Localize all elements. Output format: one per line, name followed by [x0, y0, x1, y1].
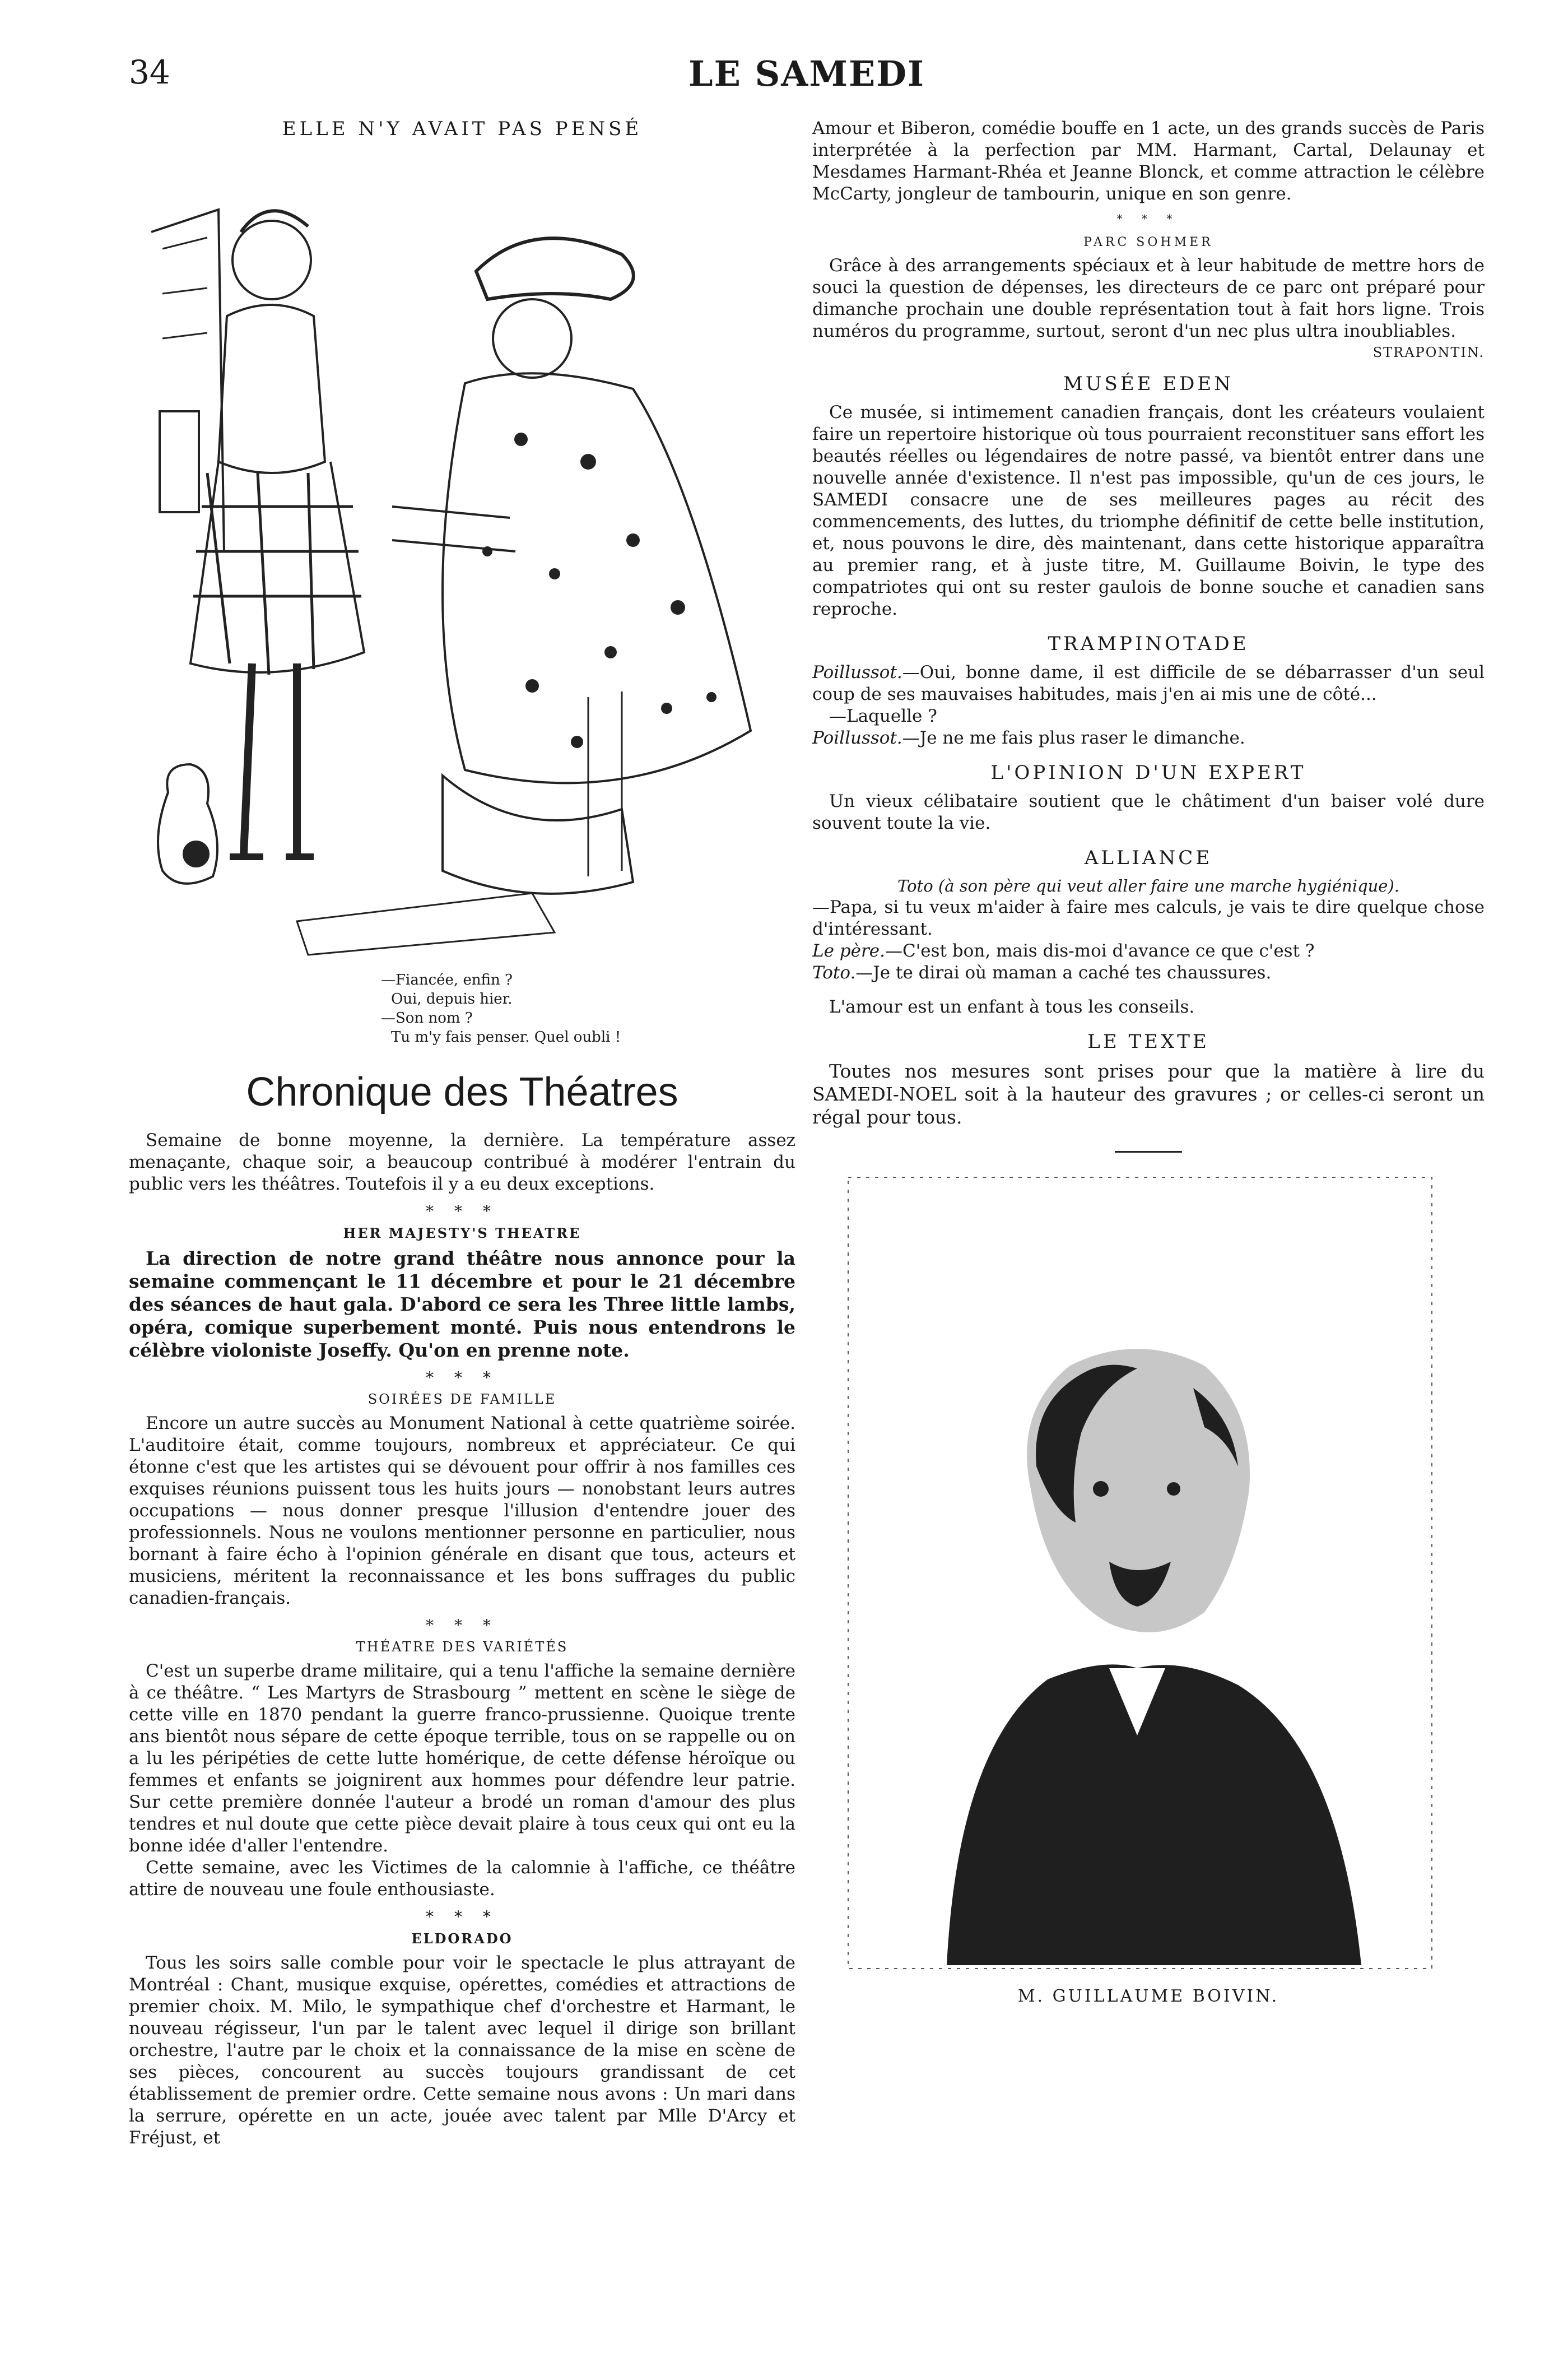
- section-heading: ELDORADO: [411, 1930, 513, 1947]
- section-heading: THÉATRE DES VARIÉTÉS: [356, 1639, 569, 1655]
- stage-direction: Toto (à son père qui veut aller faire une marche hygiénique).: [897, 876, 1399, 895]
- dialog-line: [812, 727, 1485, 749]
- dialog-text: —Je te dirai où maman a caché tes chaussures.: [855, 963, 1272, 983]
- cartoon-caption: [381, 971, 795, 1047]
- speaker: Poillussot.: [812, 728, 902, 748]
- cartoon-title: ELLE N'Y AVAIT PAS PENSÉ: [282, 118, 643, 140]
- section-text: Cette semaine, avec les Victimes de la calomnie à l'affiche, ce théâtre attire de nouveau une foule enthousiaste.: [129, 1858, 795, 1900]
- section-heading: LE TEXTE: [1087, 1031, 1209, 1053]
- portrait-drawing: [846, 1175, 1434, 1971]
- section-text: Toutes nos mesures sont prises pour que la matière à lire du SAMEDI-NOEL soit à la hauteur des gravures ; or celles-ci seront un régal pour tous.: [812, 1060, 1485, 1128]
- page-number: 34: [129, 53, 170, 91]
- caption-line: —Fiancée, enfin ?: [381, 972, 513, 988]
- dialog-text: —Laquelle ?: [829, 706, 937, 726]
- section-text: Ce musée, si intimement canadien français, dont les créateurs voulaient faire un repertoire historique où tous pourraient reconstituer sans effort les beautés réelles ou légendaires de notre passé, va bientôt entrer dans une nouvelle année d'existence. Il n'est pas impossible, qu'un de ces jours, le SAMEDI consacre une de ses meilleures pages au récit des commencements, des luttes, du triomphe définitif de cette belle institution, et, nous pouvons le dire, dès maintenant, dans cette historique apparaîtra au premier rang, et à juste titre, M. Guillaume Boivin, le type des compatriotes qui ont su rester gaulois de bonne souche et canadien sans reproche.: [812, 402, 1485, 619]
- signature: STRAPONTIN.: [1372, 345, 1485, 360]
- section-separator: * * *: [1116, 212, 1180, 225]
- section-separator: * * *: [426, 1616, 499, 1635]
- section-separator: * * *: [426, 1202, 499, 1220]
- section-text: La direction de notre grand théâtre nous annonce pour la semaine commençant le 11 décembre et pour le 21 décembre des séances de haut gala. D'abord ce sera les Three little lambs, opéra, comique superbement monté. Puis nous entendrons le célèbre violoniste Joseffy. Qu'on en prenne note.: [129, 1247, 795, 1361]
- section-separator: * * *: [426, 1907, 499, 1926]
- cartoon-drawing: [129, 148, 795, 960]
- dialog-text: —Je ne me fais plus raser le dimanche.: [902, 728, 1245, 748]
- section-text: Encore un autre succès au Monument National à cette quatrième soirée. L'auditoire était, comme toujours, nombreux et appréciateur. Ce qui étonne c'est que les artistes qui se dévouent pour offrir à nos familles ces exquises réunions puissent tous les huits jours — nonobstant leurs autres occupations — nous donner presque l'illusion d'entendre jouer des professionnels. Nous ne voulons mentionner personne en particulier, nous bornant à faire écho à l'opinion générale en disant que tous, acteurs et musiciens, méritent la reconnaissance et les bons suffrages du public canadien-français.: [129, 1413, 795, 1608]
- chronique-title: Chronique des Théatres: [246, 1070, 678, 1115]
- caption-line: Tu m'y fais penser. Quel oubli !: [391, 1029, 621, 1046]
- chronique-intro: Semaine de bonne moyenne, la dernière. La température assez menaçante, chaque soir, a beaucoup contribué à modérer l'entrain du public vers les théâtres. Toutefois il y a eu deux exceptions.: [129, 1130, 795, 1194]
- section-heading: PARC SOHMER: [1083, 235, 1213, 249]
- left-column: [129, 118, 795, 2149]
- speaker: Poillussot.: [812, 662, 902, 683]
- section-heading: L'OPINION D'UN EXPERT: [990, 762, 1306, 784]
- page-header: [129, 53, 1485, 104]
- portrait-caption: M. GUILLAUME BOIVIN.: [1017, 1986, 1279, 2006]
- section-text: Tous les soirs salle comble pour voir le spectacle le plus attrayant de Montréal : Chant, musique exquise, opérettes, comédies et attractions de premier choix. M. Milo, le sympathique chef d'orchestre et Harmant, le nouveau régisseur, l'un par le talent avec lequel il dirige son brillant orchestre, l'autre par le choix et la connaissance de la mise en scène de ses pièces, concourent au succès toujours grandissant de cet établissement de premier ordre. Cette semaine nous avons : Un mari dans la serrure, opérette en un acte, jouée avec talent par Mlle D'Arcy et Fréjust, et: [129, 1953, 795, 2148]
- right-column: [812, 118, 1485, 2006]
- section-text: Grâce à des arrangements spéciaux et à leur habitude de mettre hors de souci la question de dépenses, les directeurs de ce parc ont préparé pour dimanche prochain une double représentation tout à fait hors ligne. Trois numéros du programme, surtout, seront d'un nec plus ultra inoubliables.: [812, 256, 1485, 341]
- cartoon-illustration: [129, 148, 795, 960]
- speaker: Toto.: [812, 963, 856, 983]
- caption-line: Oui, depuis hier.: [391, 991, 513, 1008]
- masthead: LE SAMEDI: [688, 53, 925, 94]
- dialog-text: —C'est bon, mais dis-moi d'avance ce que c'est ?: [885, 941, 1315, 961]
- section-heading: MUSÉE EDEN: [1063, 373, 1234, 395]
- section-heading: TRAMPINOTADE: [1048, 633, 1249, 655]
- dialog-line: [812, 662, 1485, 705]
- dialog-line: [812, 940, 1485, 962]
- section-heading: SOIRÉES DE FAMILLE: [367, 1391, 557, 1407]
- dialog-text: —Papa, si tu veux m'aider à faire mes calculs, je vais te dire quelque chose d'intéressant.: [812, 897, 1485, 939]
- section-text: Un vieux célibataire soutient que le châtiment d'un baiser volé dure souvent toute la vie.: [812, 791, 1485, 833]
- section-heading: ALLIANCE: [1084, 847, 1213, 869]
- dialog-line: [812, 897, 1485, 940]
- dialog-line: [812, 705, 1485, 727]
- caption-line: —Son nom ?: [381, 1010, 473, 1027]
- maxim: L'amour est un enfant à tous les conseils.: [829, 997, 1195, 1017]
- divider: [1115, 1151, 1182, 1153]
- portrait-photo: [846, 1175, 1434, 1971]
- continuation-text: Amour et Biberon, comédie bouffe en 1 acte, un des grands succès de Paris interprétée à la perfection par MM. Harmant, Cartal, Delaunay et Mesdames Harmant-Rhéa et Jeanne Blonck, et comme attraction le célèbre McCarty, jongleur de tambourin, unique en son genre.: [812, 118, 1485, 204]
- section-text: C'est un superbe drame militaire, qui a tenu l'affiche la semaine dernière à ce théâtre. “ Les Martyrs de Strasbourg ” mettent en scène le siège de cette ville en 1870 pendant la guerre franco-prussienne. Quoique trente ans bientôt nous sépare de cette époque terrible, tous on se rappelle ou on a lu les péripéties de cette lutte homérique, de cette défense héroïque ou femmes et enfants se joignirent aux hommes pour défendre leur patrie. Sur cette première donnée l'auteur a brodé un roman d'amour des plus tendres et nul doute que cette pièce devait plaire à tous ceux qui ont eu la bonne idée d'aller l'entendre.: [129, 1661, 795, 1856]
- section-separator: * * *: [426, 1368, 499, 1387]
- dialog-text: —Oui, bonne dame, il est difficile de se débarrasser d'un seul coup de ses mauvaises habitudes, mais j'en ai mis une de côté...: [812, 662, 1485, 704]
- dialog-line: [812, 962, 1485, 984]
- section-heading: HER MAJESTY'S THEATRE: [343, 1225, 581, 1241]
- speaker: Le père.: [812, 941, 885, 961]
